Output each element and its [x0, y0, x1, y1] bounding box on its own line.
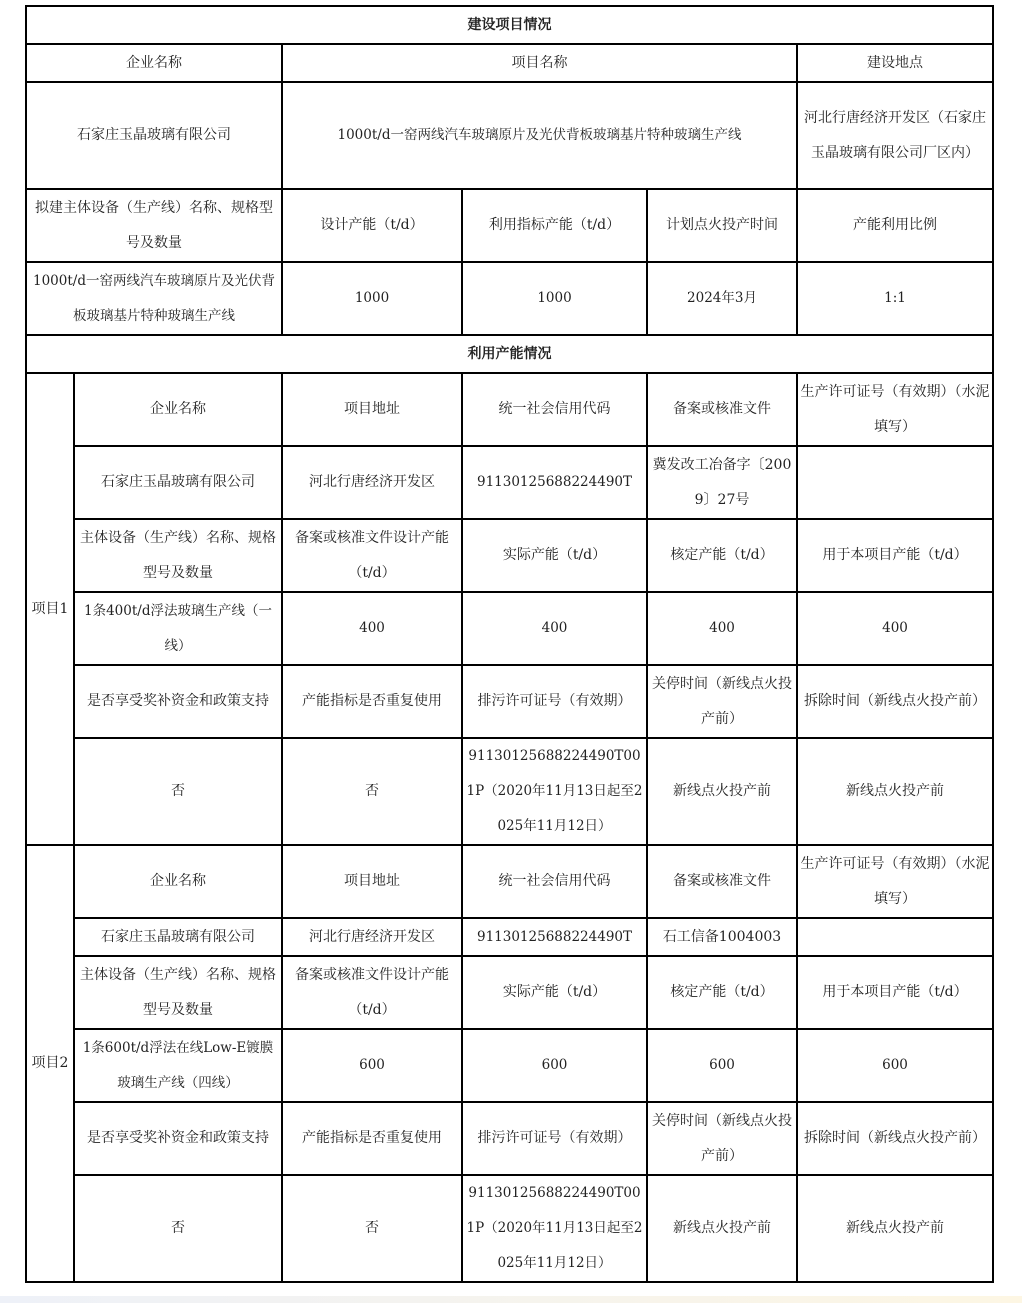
- p1-label-equipment: 主体设备（生产线）名称、规格型号及数量: [74, 519, 282, 592]
- p1-label-license: 生产许可证号（有效期）（水泥填写）: [797, 373, 993, 446]
- p2-subsidy: 否: [74, 1175, 282, 1282]
- p1-license: [797, 446, 993, 519]
- header-used-quota: 利用指标产能（t/d）: [462, 189, 647, 262]
- header-ignition-time: 计划点火投产时间: [647, 189, 797, 262]
- p2-label-company: 企业名称: [74, 845, 282, 918]
- p1-label-filing-doc: 备案或核准文件: [647, 373, 797, 446]
- p2-label-repeat-use: 产能指标是否重复使用: [282, 1102, 462, 1175]
- p2-label-actual-capacity: 实际产能（t/d）: [462, 956, 647, 1029]
- p1-label-demolition-time: 拆除时间（新线点火投产前）: [797, 665, 993, 738]
- p1-approved-capacity: 400: [647, 592, 797, 665]
- header-equipment: 拟建主体设备（生产线）名称、规格型号及数量: [26, 189, 282, 262]
- project-table: [25, 5, 994, 1283]
- p1-actual-capacity: 400: [462, 592, 647, 665]
- header-ratio: 产能利用比例: [797, 189, 993, 262]
- project-2-label: 项目2: [26, 845, 74, 1282]
- p1-label-address: 项目地址: [282, 373, 462, 446]
- p2-demolition-time: 新线点火投产前: [797, 1175, 993, 1282]
- p2-label-approved-capacity: 核定产能（t/d）: [647, 956, 797, 1029]
- p2-label-demolition-time: 拆除时间（新线点火投产前）: [797, 1102, 993, 1175]
- p1-demolition-time: 新线点火投产前: [797, 738, 993, 845]
- p2-license: [797, 918, 993, 956]
- p2-used-capacity: 600: [797, 1029, 993, 1102]
- p2-label-filing-doc: 备案或核准文件: [647, 845, 797, 918]
- ratio-value: 1:1: [797, 262, 993, 335]
- p1-credit-code: 91130125688224490T: [462, 446, 647, 519]
- design-capacity-value: 1000: [282, 262, 462, 335]
- p1-subsidy: 否: [74, 738, 282, 845]
- location-value: 河北行唐经济开发区（石家庄玉晶玻璃有限公司厂区内）: [797, 82, 993, 189]
- p1-label-shutdown-time: 关停时间（新线点火投产前）: [647, 665, 797, 738]
- p2-label-emission-permit: 排污许可证号（有效期）: [462, 1102, 647, 1175]
- p2-company: 石家庄玉晶玻璃有限公司: [74, 918, 282, 956]
- p2-label-address: 项目地址: [282, 845, 462, 918]
- p1-used-capacity: 400: [797, 592, 993, 665]
- p2-filing-capacity: 600: [282, 1029, 462, 1102]
- p2-actual-capacity: 600: [462, 1029, 647, 1102]
- p2-repeat-use: 否: [282, 1175, 462, 1282]
- p2-label-subsidy: 是否享受奖补资金和政策支持: [74, 1102, 282, 1175]
- equipment-value: 1000t/d一窑两线汽车玻璃原片及光伏背板玻璃基片特种玻璃生产线: [26, 262, 282, 335]
- p1-label-subsidy: 是否享受奖补资金和政策支持: [74, 665, 282, 738]
- p1-label-emission-permit: 排污许可证号（有效期）: [462, 665, 647, 738]
- p1-filing-doc: 冀发改工冶备字〔2009〕27号: [647, 446, 797, 519]
- p2-label-credit-code: 统一社会信用代码: [462, 845, 647, 918]
- p1-company: 石家庄玉晶玻璃有限公司: [74, 446, 282, 519]
- p1-label-company: 企业名称: [74, 373, 282, 446]
- header-project-name: 项目名称: [282, 44, 797, 82]
- p2-address: 河北行唐经济开发区: [282, 918, 462, 956]
- p1-label-filing-capacity: 备案或核准文件设计产能（t/d）: [282, 519, 462, 592]
- p1-equipment: 1条400t/d浮法玻璃生产线（一线）: [74, 592, 282, 665]
- ignition-time-value: 2024年3月: [647, 262, 797, 335]
- header-design-capacity: 设计产能（t/d）: [282, 189, 462, 262]
- section-title-utilization: 利用产能情况: [26, 335, 993, 373]
- p2-label-license: 生产许可证号（有效期）（水泥填写）: [797, 845, 993, 918]
- p2-label-shutdown-time: 关停时间（新线点火投产前）: [647, 1102, 797, 1175]
- project-name-value: 1000t/d一窑两线汽车玻璃原片及光伏背板玻璃基片特种玻璃生产线: [282, 82, 797, 189]
- p1-label-approved-capacity: 核定产能（t/d）: [647, 519, 797, 592]
- p1-address: 河北行唐经济开发区: [282, 446, 462, 519]
- p2-emission-permit: 91130125688224490T001P（2020年11月13日起至2025年11月12日）: [462, 1175, 647, 1282]
- p1-repeat-use: 否: [282, 738, 462, 845]
- p1-filing-capacity: 400: [282, 592, 462, 665]
- project-1-label: 项目1: [26, 373, 74, 845]
- p2-credit-code: 91130125688224490T: [462, 918, 647, 956]
- company-name-value: 石家庄玉晶玻璃有限公司: [26, 82, 282, 189]
- page-bottom-strip: [0, 1296, 1022, 1303]
- p2-label-filing-capacity: 备案或核准文件设计产能（t/d）: [282, 956, 462, 1029]
- p2-shutdown-time: 新线点火投产前: [647, 1175, 797, 1282]
- p1-emission-permit: 91130125688224490T001P（2020年11月13日起至2025年11月12日）: [462, 738, 647, 845]
- p1-label-used-capacity: 用于本项目产能（t/d）: [797, 519, 993, 592]
- p2-label-used-capacity: 用于本项目产能（t/d）: [797, 956, 993, 1029]
- p2-filing-doc: 石工信备1004003: [647, 918, 797, 956]
- p1-shutdown-time: 新线点火投产前: [647, 738, 797, 845]
- p1-label-credit-code: 统一社会信用代码: [462, 373, 647, 446]
- p1-label-repeat-use: 产能指标是否重复使用: [282, 665, 462, 738]
- used-quota-value: 1000: [462, 262, 647, 335]
- p1-label-actual-capacity: 实际产能（t/d）: [462, 519, 647, 592]
- section-title-construction: 建设项目情况: [26, 6, 993, 44]
- p2-approved-capacity: 600: [647, 1029, 797, 1102]
- p2-equipment: 1条600t/d浮法在线Low-E镀膜玻璃生产线（四线）: [74, 1029, 282, 1102]
- header-location: 建设地点: [797, 44, 993, 82]
- header-company-name: 企业名称: [26, 44, 282, 82]
- p2-label-equipment: 主体设备（生产线）名称、规格型号及数量: [74, 956, 282, 1029]
